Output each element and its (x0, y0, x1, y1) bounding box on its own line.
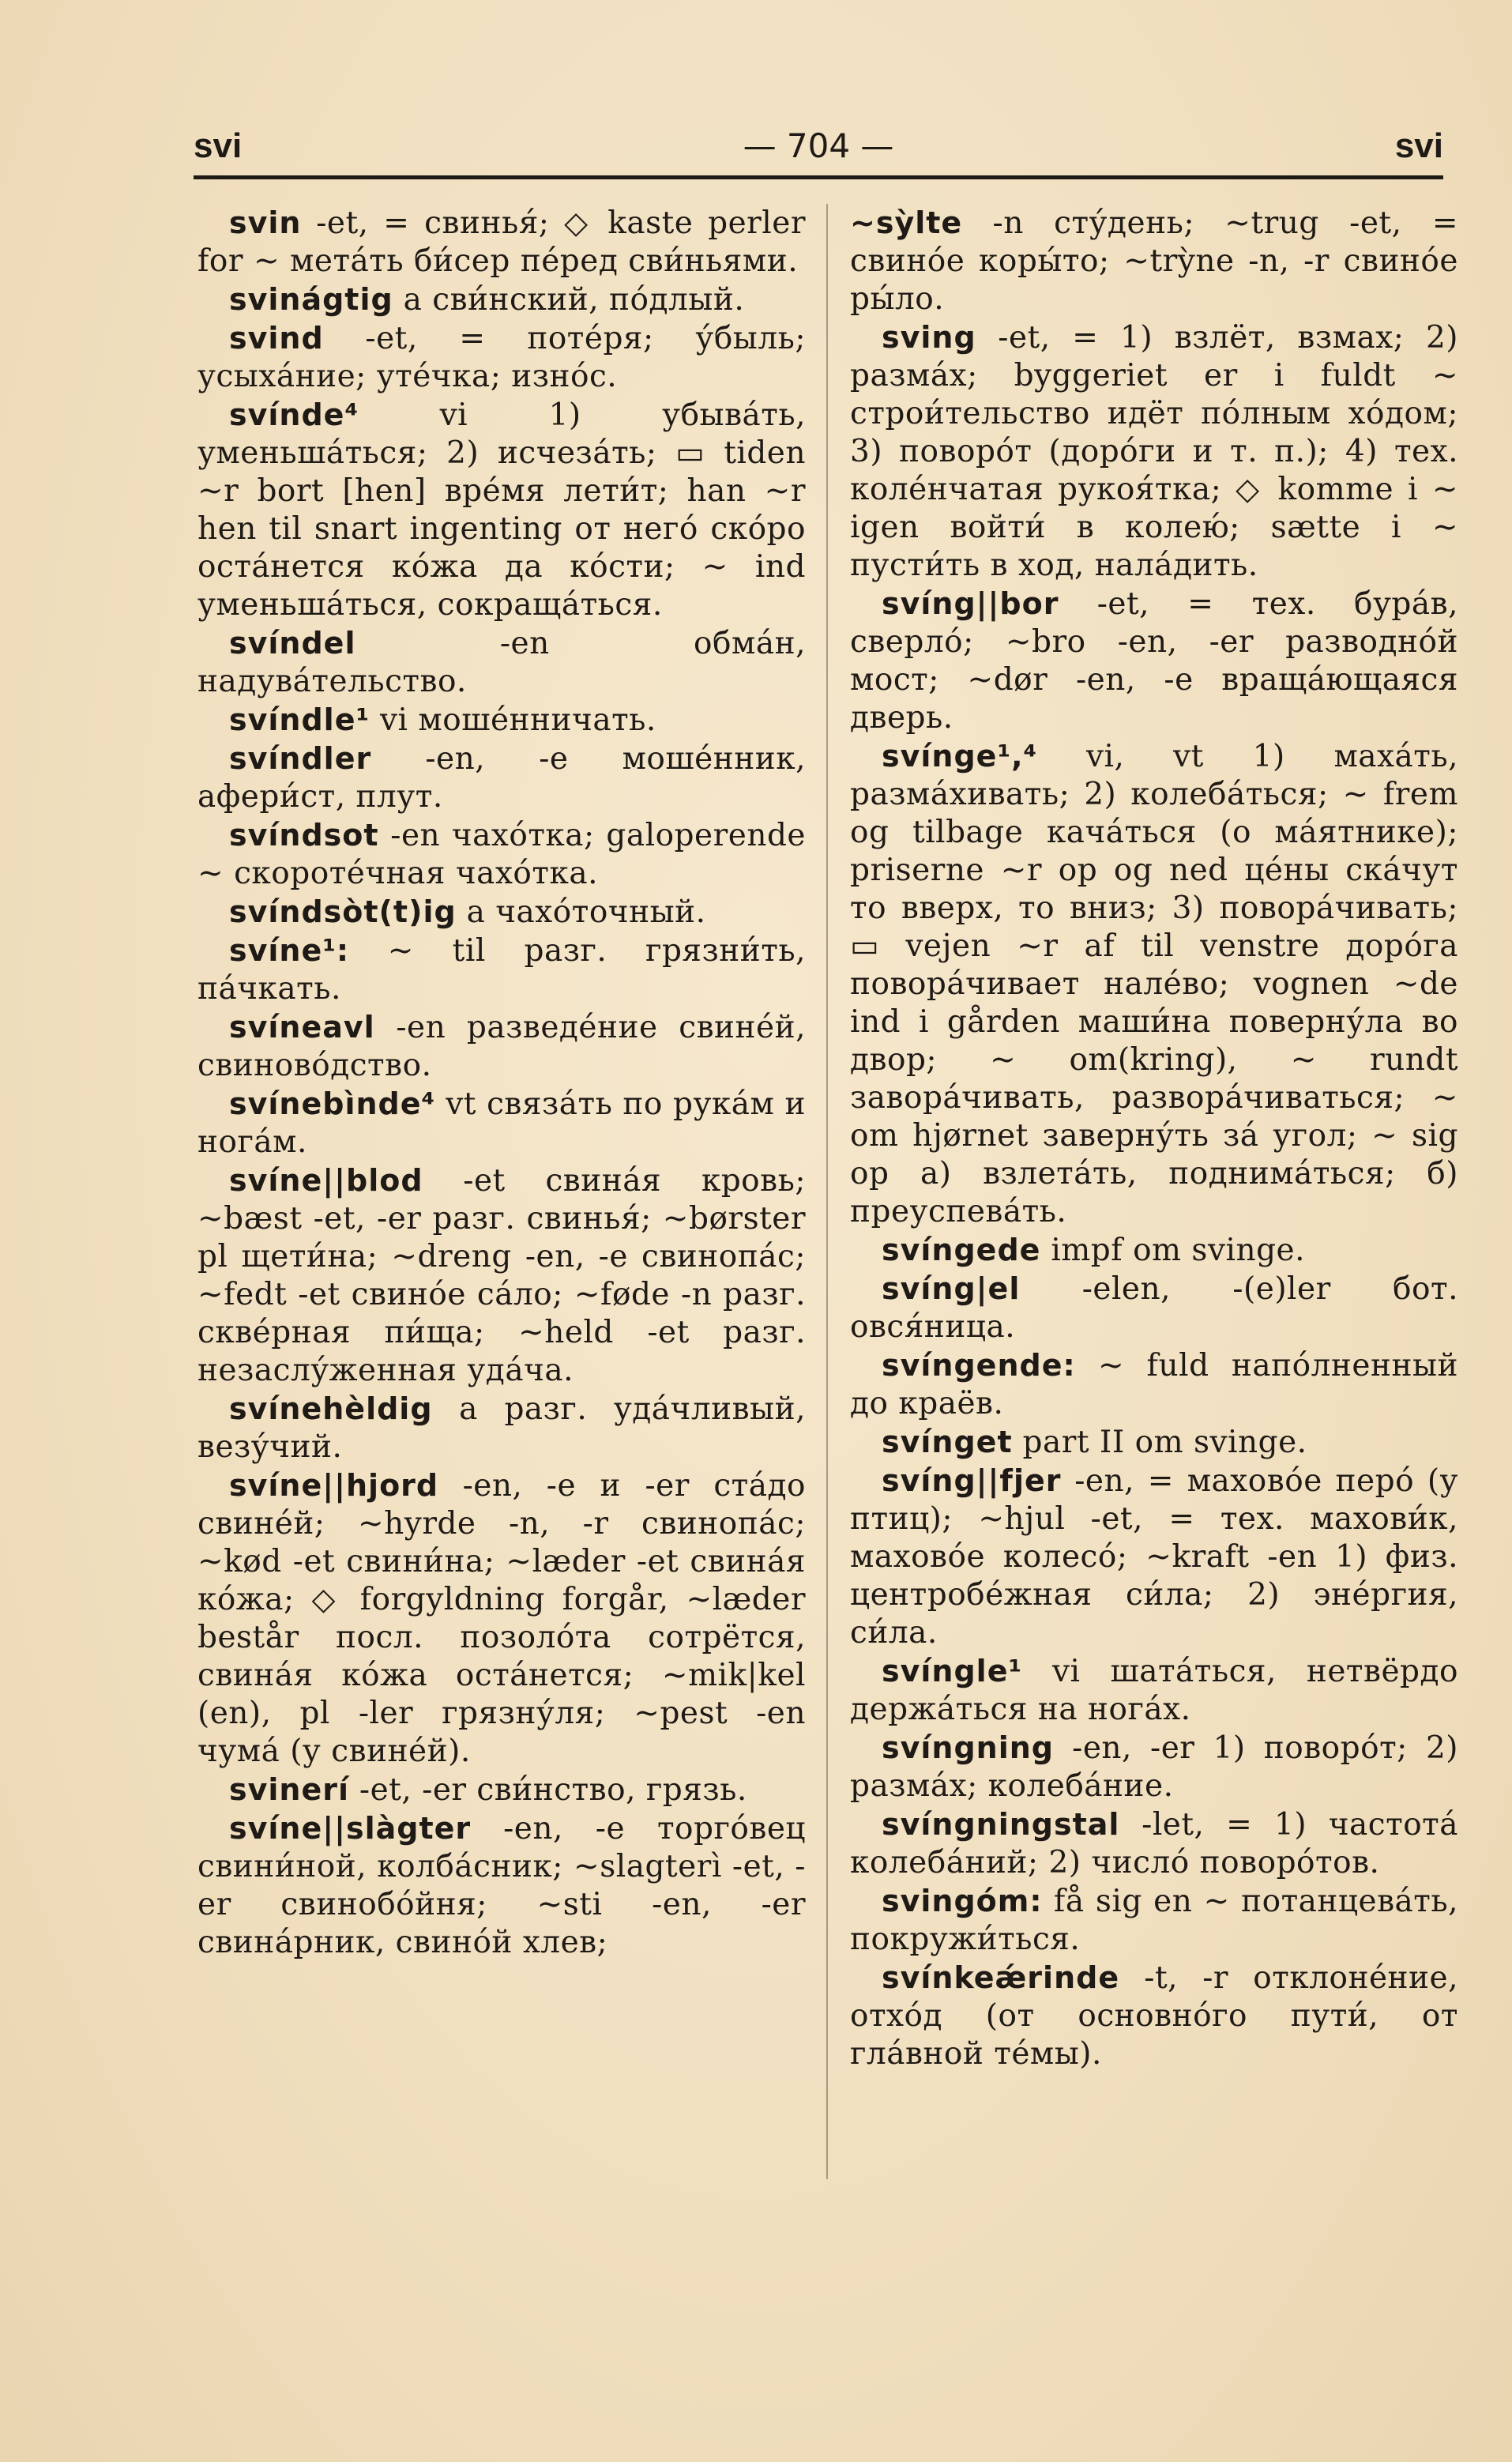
entry-definition: -n сту́день; ~trug -et, = свино́е коры́то; ~trỳne -n, -r свино́е ры́ло. (850, 205, 1458, 317)
entry-definition: a чахо́точный. (456, 894, 706, 930)
dictionary-entry (197, 624, 806, 701)
entry-headword: svíng|el (882, 1271, 1021, 1306)
dictionary-entry (850, 1729, 1458, 1805)
entry-definition: -et, = тех. бура́в, сверло́; ~bro -en, -er разводно́й мост; ~dør -en, -e враща́ющаяся дверь. (850, 586, 1458, 736)
entry-headword: svínebìnde⁴ (229, 1086, 436, 1121)
dictionary-entry (197, 893, 806, 932)
entry-headword: svíndsot (229, 818, 379, 853)
entry-definition: -et, = поте́ря; у́быль; усыха́ние; уте́чка; изно́с. (197, 321, 806, 394)
right-column (850, 204, 1458, 2073)
dictionary-entry (850, 1346, 1458, 1423)
entry-headword: svíneavl (229, 1010, 375, 1045)
dictionary-entry (197, 932, 806, 1008)
dictionary-entry (850, 1270, 1458, 1346)
entry-headword: svínde⁴ (229, 397, 359, 432)
entry-definition: -en разведе́ние свине́й, свиново́дство. (197, 1010, 806, 1083)
header-rule (194, 175, 1443, 179)
dictionary-entry (197, 280, 806, 319)
entry-headword: svíne¹: (229, 933, 350, 968)
entry-definition: -en, -e и -er ста́до свине́й; ~hyrde -n, -r свинопа́с; ~kød -et свини́на; ~læder -et свина́я ко́жа; ◇ forgyldning forgår, ~læder består посл. позоло́та сотрётся, свина́я ко́жа оста́нется; ~mik|kel (en), pl -ler грязну́ля; ~pest -en чума́ (у свине́й). (197, 1468, 806, 1769)
entry-headword: svínehèldig (229, 1391, 433, 1426)
dictionary-entry (197, 1390, 806, 1466)
entry-headword: svíne||hjord (229, 1468, 439, 1503)
entry-headword: svíne||slàgter (229, 1811, 472, 1846)
entry-headword: svíng||bor (882, 586, 1059, 621)
dictionary-entry (197, 1085, 806, 1161)
dictionary-entry (197, 1466, 806, 1771)
entry-definition: vt связа́ть по рука́м и нога́м. (197, 1086, 806, 1160)
entry-headword: svínge¹,⁴ (882, 739, 1038, 774)
entry-definition: få sig en ~ потанцева́ть, покружи́ться. (850, 1884, 1458, 1957)
entry-definition: -et, = свинья́; ◇ kaste perler for ~ мета́ть би́сер пе́ред сви́ньями. (197, 205, 806, 279)
dictionary-entry (197, 1809, 806, 1962)
entry-headword: sving (882, 320, 976, 355)
entry-definition: -et свина́я кровь; ~bæst -et, -er разг. свинья́; ~børster pl щети́на; ~dreng -en, -e свинопа́с; ~fedt -et свино́е са́ло; ~føde -n разг. скве́рная пи́ща; ~held -et разг. незаслу́женная уда́ча. (197, 1163, 806, 1388)
entry-headword: svíndler (229, 741, 372, 776)
dictionary-entry (197, 1771, 806, 1809)
entry-headword: svingóm: (882, 1884, 1043, 1918)
dictionary-entry (850, 204, 1458, 318)
entry-headword: svíndsòt(t)ig (229, 894, 457, 929)
entry-definition: -en чахо́тка; galoperende ~ скороте́чная чахо́тка. (197, 818, 806, 891)
entry-headword: svinerí (229, 1772, 350, 1807)
column-divider (826, 204, 828, 2179)
page-header (194, 126, 1443, 174)
dictionary-entry (197, 701, 806, 740)
entry-definition: -et, -er сви́нство, грязь. (349, 1772, 747, 1808)
dictionary-entry (850, 585, 1458, 737)
entry-definition: -en, -e моше́нник, афери́ст, плут. (197, 741, 806, 815)
dictionary-entry (197, 1008, 806, 1085)
dictionary-entry (850, 318, 1458, 585)
dictionary-entry (850, 1423, 1458, 1462)
entry-headword: svínget (882, 1425, 1013, 1459)
dictionary-entry (197, 1161, 806, 1390)
entry-definition: -en, -er 1) поворо́т; 2) разма́х; колеба́ние. (850, 1730, 1458, 1804)
entry-headword: svíngle¹ (882, 1654, 1023, 1688)
entry-definition: -et, = 1) взлёт, взмах; 2) разма́х; byggeriet er i fuldt ~ строи́тельство идёт по́лным хо́дом; 3) поворо́т (доро́ги и т. п.); 4) тех. коле́нчатая рукоя́тка; ◇ komme i ~ igen войти́ в колею́; sætte i ~ пусти́ть в ход, нала́дить. (850, 320, 1458, 583)
entry-definition: ~ til разг. грязни́ть, па́чкать. (197, 933, 806, 1007)
entry-headword: svíne||blod (229, 1163, 423, 1198)
entry-definition: vi шата́ться, нетвёрдо держа́ться на нога́х. (850, 1654, 1458, 1727)
dictionary-entry (197, 204, 806, 280)
entry-headword: svinágtig (229, 282, 393, 317)
dictionary-entry (850, 1231, 1458, 1270)
page-number: — 704 — (743, 126, 894, 165)
entry-headword: svíngende: (882, 1348, 1076, 1383)
entry-headword: svíndel (229, 626, 356, 661)
dictionary-entry (850, 1652, 1458, 1729)
dictionary-entry (850, 1959, 1458, 2073)
dictionary-entry (850, 1805, 1458, 1882)
dictionary-entry (850, 1882, 1458, 1959)
dictionary-entry (850, 1462, 1458, 1652)
entry-headword: svíng||fjer (882, 1463, 1062, 1498)
entry-definition: ~ fuld напо́лненный до краёв. (850, 1348, 1458, 1421)
entry-definition: a сви́нский, по́длый. (393, 282, 745, 318)
entry-headword: svin (229, 205, 302, 240)
entry-definition: -en, = махово́е перо́ (у птиц); ~hjul -et, = тех. махови́к, махово́е колесо́; ~kraft -en 1) физ. центробе́жная си́ла; 2) эне́ргия, си́ла. (850, 1463, 1458, 1651)
entry-definition: impf om svinge. (1040, 1233, 1306, 1268)
entry-definition: -elen, -(e)ler бот. овся́ница. (850, 1271, 1458, 1345)
entry-definition: a разг. уда́чливый, везу́чий. (197, 1391, 806, 1465)
entry-definition: -let, = 1) частота́ колеба́ний; 2) число́ поворо́тов. (850, 1807, 1458, 1880)
entry-definition: part II om svinge. (1012, 1425, 1307, 1460)
left-column (197, 204, 806, 1962)
header-right-guide-word: svi (1394, 126, 1443, 165)
entry-definition: -en, -e торго́вец свини́ной, колба́сник; ~slagterì -et, -er свинобо́йня; ~sti -en, -er свина́рник, свино́й хлев; (197, 1811, 806, 1960)
entry-headword: svind (229, 321, 324, 356)
entry-definition: -en обма́н, надува́тельство. (197, 626, 806, 699)
entry-definition: vi, vt 1) маха́ть, разма́хивать; 2) колеба́ться; ~ frem og tilbage кача́ться (о ма́ятнике); priserne ~r op og ned це́ны ска́чут то вверх, то вниз; 3) повора́чивать; ▭ vejen ~r af til venstre доро́га повора́чивает нале́во; vognen ~de ind i gården маши́на поверну́ла во двор; ~ om(kring), ~ rundt завора́чивать, развора́чиваться; ~ om hjørnet заверну́ть за́ угол; ~ sig op а) взлета́ть, поднима́ться; б) преуспева́ть. (850, 739, 1458, 1229)
entry-headword: svíngning (882, 1730, 1054, 1765)
entry-definition: vi 1) убыва́ть, уменьша́ться; 2) исчеза́ть; ▭ tiden ~r bort [hen] вре́мя лети́т; han ~r hen til snart ingenting от него́ ско́ро оста́нется ко́жа да ко́сти; ~ ind уменьша́ться, сокраща́ться. (197, 397, 806, 623)
dictionary-entry (197, 319, 806, 396)
dictionary-entry (197, 396, 806, 624)
entry-headword: ~sỳlte (850, 205, 963, 240)
dictionary-entry (197, 740, 806, 816)
dictionary-entry (850, 737, 1458, 1231)
entry-headword: svíngningstal (882, 1807, 1120, 1842)
entry-headword: svíngede (882, 1233, 1041, 1267)
entry-definition: vi моше́нничать. (370, 702, 656, 738)
entry-headword: svíndle¹ (229, 702, 370, 737)
entry-definition: -t, -r отклоне́ние, отхо́д (от основно́го пути́, от гла́вной те́мы). (850, 1960, 1458, 2072)
dictionary-entry (197, 816, 806, 893)
entry-headword: svínkeǽrinde (882, 1960, 1120, 1995)
header-left-guide-word: svi (194, 126, 243, 165)
